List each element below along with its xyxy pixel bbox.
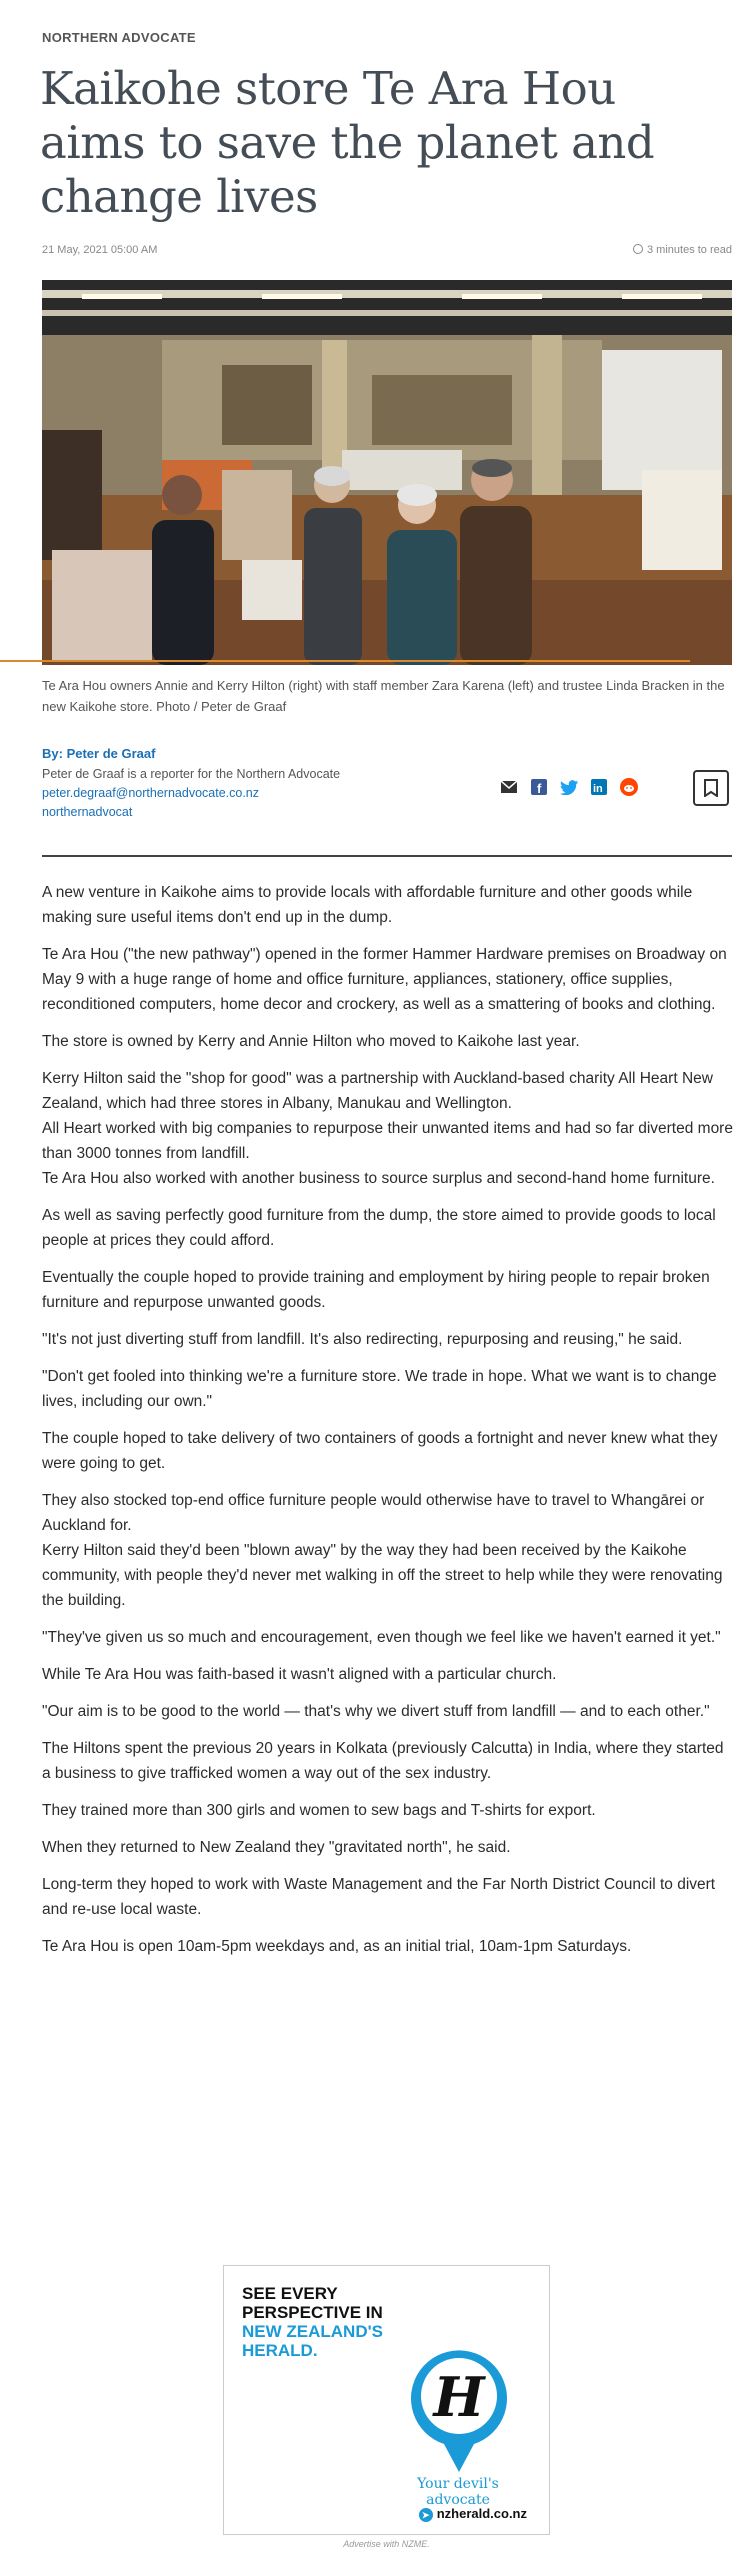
read-time <box>633 244 732 256</box>
ad-tagline-line: Your devil's <box>417 2476 499 2492</box>
herald-advertisement[interactable] <box>223 2265 550 2535</box>
paragraph: All Heart worked with big companies to repurpose their unwanted items and had so far diverted more than 3000 tonnes from landfill. <box>42 1120 733 1162</box>
ad-site-label: nzherald.co.nz <box>436 2506 527 2521</box>
paragraph: "They've given us so much and encouragement, even though we feel like we haven't earned it yet." <box>42 1629 721 1646</box>
paragraph: As well as saving perfectly good furniture from the dump, the store aimed to provide goods to local people at prices they could afford. <box>42 1207 716 1249</box>
paragraph: When they returned to New Zealand they "gravitated north", he said. <box>42 1839 511 1856</box>
byline-divider <box>42 855 732 857</box>
paragraph: They also stocked top-end office furniture people would otherwise have to travel to Whangārei or Auckland for. <box>42 1492 705 1534</box>
article-meta <box>42 244 732 256</box>
reddit-icon[interactable] <box>620 778 638 796</box>
herald-logo-icon <box>404 2344 514 2474</box>
advertise-note[interactable]: Advertise with NZME. <box>343 2539 430 2549</box>
by-label: By: <box>42 746 63 761</box>
author-email[interactable]: peter.degraaf@northernadvocate.co.nz <box>42 786 259 800</box>
article-photo[interactable] <box>42 280 732 665</box>
paragraph: Long-term they hoped to work with Waste Management and the Far North District Council to divert and re-use local waste. <box>42 1876 716 1918</box>
facebook-icon[interactable] <box>530 778 548 796</box>
paragraph: The couple hoped to take delivery of two containers of goods a fortnight and never knew what they were going to get. <box>42 1430 718 1472</box>
paragraph: While Te Ara Hou was faith-based it wasn't aligned with a particular church. <box>42 1666 557 1683</box>
ad-site-link[interactable] <box>419 2506 527 2522</box>
paragraph: Te Ara Hou is open 10am-5pm weekdays and, as an initial trial, 10am-1pm Saturdays. <box>42 1938 632 1955</box>
publish-date: 21 May, 2021 05:00 AM <box>42 244 158 256</box>
photo-accent-line <box>0 660 690 662</box>
email-icon[interactable] <box>500 778 518 796</box>
author-description: Peter de Graaf is a reporter for the Northern Advocate <box>42 767 341 781</box>
svg-text:f: f <box>537 781 542 795</box>
photo-caption: Te Ara Hou owners Annie and Kerry Hilton (right) with staff member Zara Karena (left) and trustee Linda Bracken in the new Kaikohe store. Photo / Peter de Graaf <box>42 678 725 714</box>
ad-line: SEE EVERY <box>242 2284 338 2303</box>
author-name[interactable]: Peter de Graaf <box>66 746 156 761</box>
paragraph: Te Ara Hou ("the new pathway") opened in the former Hammer Hardware premises on Broadway on May 9 with a huge range of home and office furniture, appliances, stationery, office supplies, reconditioned computers, home decor and crockery, as well as a smattering of books and clothing. <box>42 946 727 1013</box>
paragraph: They trained more than 300 girls and women to sew bags and T-shirts for export. <box>42 1802 596 1819</box>
ad-line: HERALD. <box>242 2341 318 2360</box>
paragraph: The store is owned by Kerry and Annie Hilton who moved to Kaikohe last year. <box>42 1033 580 1050</box>
paragraph: Kerry Hilton said they'd been "blown away" by the way they had been received by the Kaikohe community, with people they'd never met walking in off the street to help while they were renovating the building. <box>42 1542 723 1609</box>
paragraph: Te Ara Hou also worked with another business to source surplus and second-hand home furniture. <box>42 1170 715 1187</box>
paragraph: "Don't get fooled into thinking we're a furniture store. We trade in hope. What we want is to change lives, including our own." <box>42 1368 717 1410</box>
ad-line: PERSPECTIVE IN <box>242 2303 383 2322</box>
linkedin-icon[interactable] <box>590 778 608 796</box>
paragraph: Eventually the couple hoped to provide training and employment by hiring people to repair broken furniture and repurpose unwanted goods. <box>42 1269 710 1311</box>
publication-kicker[interactable]: NORTHERN ADVOCATE <box>42 30 196 45</box>
twitter-icon[interactable] <box>560 778 578 796</box>
svg-text:H: H <box>433 2365 485 2429</box>
paragraph: Kerry Hilton said the "shop for good" was a partnership with Auckland-based charity All Heart New Zealand, which had three stores in Albany, Manukau and Wellington. <box>42 1070 713 1112</box>
ad-headline <box>242 2284 383 2360</box>
paragraph: The Hiltons spent the previous 20 years in Kolkata (previously Calcutta) in India, where they started a business to give trafficked women a way out of the sex industry. <box>42 1740 724 1782</box>
clock-icon <box>633 244 643 254</box>
paragraph: "Our aim is to be good to the world — that's why we divert stuff from landfill — and to each other." <box>42 1703 710 1720</box>
article-body <box>42 880 734 1971</box>
paragraph: "It's not just diverting stuff from landfill. It's also redirecting, repurposing and reusing," he said. <box>42 1331 683 1348</box>
ad-tagline-line: advocate <box>426 2492 490 2508</box>
bookmark-icon[interactable] <box>693 770 729 806</box>
ad-line: NEW ZEALAND'S <box>242 2322 383 2341</box>
read-time-label: 3 minutes to read <box>647 244 732 256</box>
author-name-line <box>42 746 732 761</box>
paragraph: A new venture in Kaikohe aims to provide locals with affordable furniture and other goods while making sure useful items don't end up in the dump. <box>42 884 693 926</box>
article-headline: Kaikohe store Te Ara Hou aims to save the planet and change lives <box>40 62 655 223</box>
ad-tagline <box>403 2476 513 2508</box>
svg-text:in: in <box>593 783 603 795</box>
author-twitter-handle[interactable]: northernadvocat <box>42 805 133 819</box>
share-bar <box>500 778 638 796</box>
arrow-right-icon: ➤ <box>419 2508 433 2522</box>
